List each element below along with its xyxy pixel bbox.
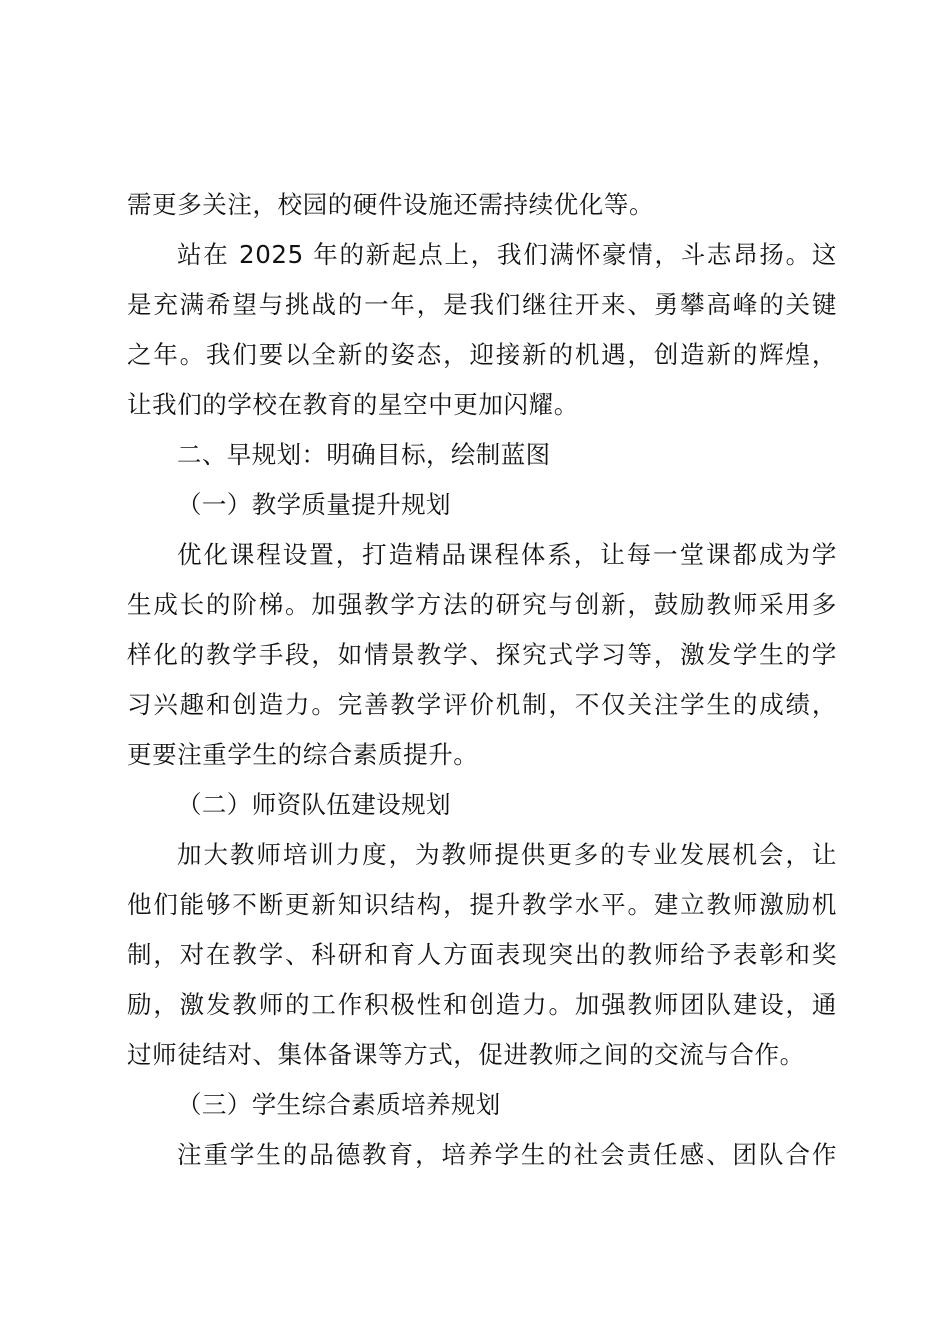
paragraph-line: 样化的教学手段，如情景教学、探究式学习等，激发学生的学: [127, 640, 837, 669]
paragraph-line: 过师徒结对、集体备课等方式，促进教师之间的交流与合作。: [127, 1040, 805, 1069]
subsection-heading: （三）学生综合素质培养规划: [177, 1090, 501, 1119]
paragraph-line: 习兴趣和创造力。完善教学评价机制，不仅关注学生的成绩，: [127, 690, 837, 719]
paragraph-line: 生成长的阶梯。加强教学方法的研究与创新，鼓励教师采用多: [127, 590, 837, 619]
paragraph-line: 他们能够不断更新知识结构，提升教学水平。建立教师激励机: [127, 890, 837, 919]
paragraph-line: 让我们的学校在教育的星空中更加闪耀。: [127, 390, 579, 419]
paragraph-line: 站在 2025 年的新起点上，我们满怀豪情，斗志昂扬。这: [177, 240, 837, 269]
paragraph-line: 更要注重学生的综合素质提升。: [127, 740, 479, 769]
paragraph-line: 需更多关注，校园的硬件设施还需持续优化等。: [127, 190, 655, 219]
paragraph-line: 之年。我们要以全新的姿态，迎接新的机遇，创造新的辉煌，: [127, 340, 837, 369]
paragraph-line: 优化课程设置，打造精品课程体系，让每一堂课都成为学: [177, 540, 837, 569]
paragraph-line: 励，激发教师的工作积极性和创造力。加强教师团队建设，通: [127, 990, 837, 1019]
paragraph-line: 制，对在教学、科研和育人方面表现突出的教师给予表彰和奖: [127, 940, 837, 969]
paragraph-line: 是充满希望与挑战的一年，是我们继往开来、勇攀高峰的关键: [127, 290, 837, 319]
subsection-heading: （二）师资队伍建设规划: [177, 790, 451, 819]
paragraph-line: 加大教师培训力度，为教师提供更多的专业发展机会，让: [177, 840, 837, 869]
subsection-heading: （一）教学质量提升规划: [177, 490, 451, 519]
section-heading: 二、早规划：明确目标，绘制蓝图: [177, 440, 551, 469]
paragraph-line: 注重学生的品德教育，培养学生的社会责任感、团队合作: [177, 1140, 837, 1169]
